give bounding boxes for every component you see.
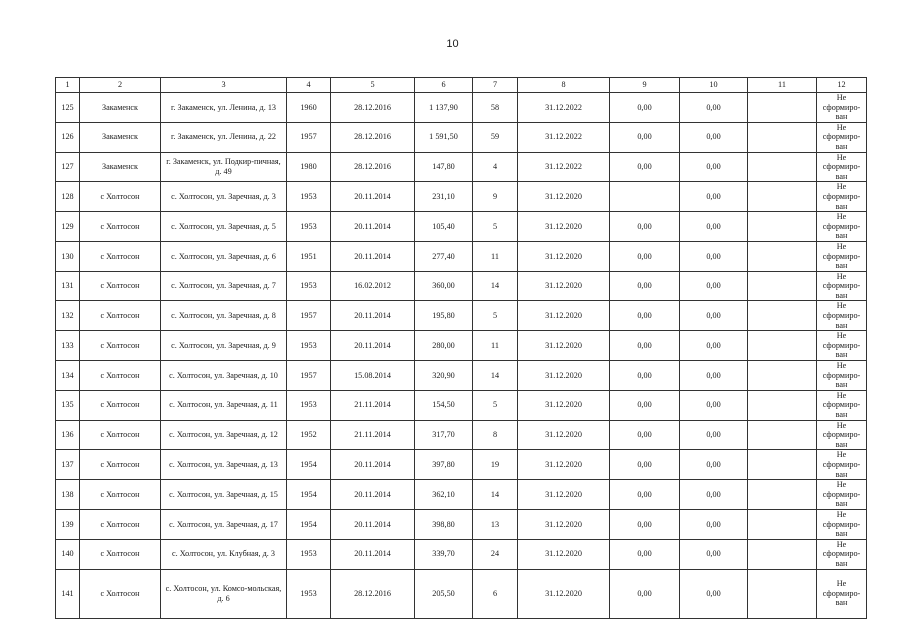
cell-status: Не сформиро-ван <box>817 301 867 331</box>
housing-register-table <box>55 77 867 619</box>
table-row <box>56 93 867 123</box>
header-row <box>56 78 867 93</box>
cell-row-number: 131 <box>56 271 80 301</box>
cell-status: Не сформиро-ван <box>817 569 867 618</box>
cell-row-number: 132 <box>56 301 80 331</box>
cell-value-9: 0,00 <box>610 301 680 331</box>
cell-area: 1 137,90 <box>415 93 473 123</box>
cell-value-11 <box>748 420 817 450</box>
cell-settlement: с Холтосон <box>80 241 161 271</box>
cell-address: г. Закаменск, ул. Ленина, д. 22 <box>161 122 287 152</box>
column-header-12: 12 <box>817 78 867 93</box>
cell-count: 59 <box>473 122 518 152</box>
cell-value-9: 0,00 <box>610 271 680 301</box>
cell-row-number: 130 <box>56 241 80 271</box>
cell-value-9: 0,00 <box>610 539 680 569</box>
cell-count: 14 <box>473 480 518 510</box>
cell-address: г. Закаменск, ул. Подкир-пичная, д. 49 <box>161 152 287 182</box>
table-row <box>56 539 867 569</box>
cell-date: 20.11.2014 <box>331 509 415 539</box>
table-row <box>56 569 867 618</box>
cell-area: 360,00 <box>415 271 473 301</box>
cell-status: Не сформиро-ван <box>817 212 867 242</box>
cell-deadline: 31.12.2020 <box>518 361 610 391</box>
cell-date: 20.11.2014 <box>331 480 415 510</box>
cell-status: Не сформиро-ван <box>817 152 867 182</box>
cell-row-number: 137 <box>56 450 80 480</box>
cell-area: 362,10 <box>415 480 473 510</box>
column-header-9: 9 <box>610 78 680 93</box>
cell-build-year: 1954 <box>287 480 331 510</box>
cell-value-11 <box>748 241 817 271</box>
cell-area: 317,70 <box>415 420 473 450</box>
cell-address: г. Закаменск, ул. Ленина, д. 13 <box>161 93 287 123</box>
cell-status: Не сформиро-ван <box>817 509 867 539</box>
cell-deadline: 31.12.2020 <box>518 539 610 569</box>
cell-address: с. Холтосон, ул. Заречная, д. 5 <box>161 212 287 242</box>
cell-row-number: 125 <box>56 93 80 123</box>
cell-value-9: 0,00 <box>610 361 680 391</box>
cell-value-10: 0,00 <box>680 301 748 331</box>
cell-status: Не сформиро-ван <box>817 450 867 480</box>
cell-area: 277,40 <box>415 241 473 271</box>
cell-value-11 <box>748 152 817 182</box>
cell-address: с. Холтосон, ул. Заречная, д. 7 <box>161 271 287 301</box>
cell-settlement: с Холтосон <box>80 450 161 480</box>
cell-value-9: 0,00 <box>610 569 680 618</box>
cell-build-year: 1953 <box>287 182 331 212</box>
cell-value-11 <box>748 509 817 539</box>
table-row <box>56 271 867 301</box>
cell-deadline: 31.12.2020 <box>518 182 610 212</box>
cell-build-year: 1980 <box>287 152 331 182</box>
cell-count: 11 <box>473 331 518 361</box>
cell-value-10: 0,00 <box>680 450 748 480</box>
cell-value-10: 0,00 <box>680 152 748 182</box>
cell-address: с. Холтосон, ул. Клубная, д. 3 <box>161 539 287 569</box>
cell-value-10: 0,00 <box>680 271 748 301</box>
cell-settlement: с Холтосон <box>80 480 161 510</box>
cell-build-year: 1952 <box>287 420 331 450</box>
table-row <box>56 301 867 331</box>
cell-settlement: с Холтосон <box>80 212 161 242</box>
cell-value-11 <box>748 361 817 391</box>
cell-build-year: 1953 <box>287 569 331 618</box>
cell-value-11 <box>748 539 817 569</box>
cell-area: 231,10 <box>415 182 473 212</box>
cell-settlement: с Холтосон <box>80 569 161 618</box>
cell-deadline: 31.12.2020 <box>518 390 610 420</box>
cell-date: 28.12.2016 <box>331 122 415 152</box>
column-header-10: 10 <box>680 78 748 93</box>
cell-date: 20.11.2014 <box>331 539 415 569</box>
table-row <box>56 122 867 152</box>
cell-deadline: 31.12.2020 <box>518 569 610 618</box>
cell-row-number: 128 <box>56 182 80 212</box>
cell-value-9: 0,00 <box>610 93 680 123</box>
cell-area: 154,50 <box>415 390 473 420</box>
cell-count: 14 <box>473 361 518 391</box>
cell-status: Не сформиро-ван <box>817 241 867 271</box>
cell-build-year: 1954 <box>287 509 331 539</box>
cell-value-11 <box>748 390 817 420</box>
cell-address: с. Холтосон, ул. Заречная, д. 17 <box>161 509 287 539</box>
cell-deadline: 31.12.2020 <box>518 241 610 271</box>
cell-build-year: 1953 <box>287 212 331 242</box>
cell-settlement: Закаменск <box>80 122 161 152</box>
column-header-1: 1 <box>56 78 80 93</box>
cell-date: 28.12.2016 <box>331 152 415 182</box>
table-row <box>56 509 867 539</box>
cell-address: с. Холтосон, ул. Комсо-мольская, д. 6 <box>161 569 287 618</box>
table-row <box>56 450 867 480</box>
table-row <box>56 241 867 271</box>
cell-value-10: 0,00 <box>680 122 748 152</box>
cell-area: 1 591,50 <box>415 122 473 152</box>
cell-date: 20.11.2014 <box>331 182 415 212</box>
table-row <box>56 390 867 420</box>
cell-deadline: 31.12.2020 <box>518 450 610 480</box>
cell-count: 14 <box>473 271 518 301</box>
cell-count: 5 <box>473 301 518 331</box>
column-header-3: 3 <box>161 78 287 93</box>
column-header-4: 4 <box>287 78 331 93</box>
cell-value-10: 0,00 <box>680 212 748 242</box>
cell-value-10: 0,00 <box>680 361 748 391</box>
cell-value-9: 0,00 <box>610 420 680 450</box>
cell-value-11 <box>748 301 817 331</box>
cell-value-10: 0,00 <box>680 420 748 450</box>
cell-status: Не сформиро-ван <box>817 93 867 123</box>
table-header <box>56 78 867 93</box>
cell-area: 205,50 <box>415 569 473 618</box>
cell-row-number: 139 <box>56 509 80 539</box>
cell-row-number: 129 <box>56 212 80 242</box>
cell-count: 11 <box>473 241 518 271</box>
cell-area: 105,40 <box>415 212 473 242</box>
cell-settlement: с Холтосон <box>80 361 161 391</box>
page-number: 10 <box>446 38 459 50</box>
cell-date: 20.11.2014 <box>331 241 415 271</box>
cell-value-10: 0,00 <box>680 93 748 123</box>
cell-status: Не сформиро-ван <box>817 361 867 391</box>
table-body <box>56 93 867 619</box>
cell-deadline: 31.12.2020 <box>518 331 610 361</box>
cell-date: 28.12.2016 <box>331 569 415 618</box>
cell-build-year: 1957 <box>287 301 331 331</box>
cell-build-year: 1954 <box>287 450 331 480</box>
cell-row-number: 133 <box>56 331 80 361</box>
cell-row-number: 127 <box>56 152 80 182</box>
cell-address: с. Холтосон, ул. Заречная, д. 8 <box>161 301 287 331</box>
cell-deadline: 31.12.2020 <box>518 271 610 301</box>
cell-status: Не сформиро-ван <box>817 271 867 301</box>
cell-area: 320,90 <box>415 361 473 391</box>
cell-value-10: 0,00 <box>680 509 748 539</box>
table-row <box>56 212 867 242</box>
cell-address: с. Холтосон, ул. Заречная, д. 6 <box>161 241 287 271</box>
cell-address: с. Холтосон, ул. Заречная, д. 13 <box>161 450 287 480</box>
cell-settlement: с Холтосон <box>80 182 161 212</box>
cell-settlement: Закаменск <box>80 152 161 182</box>
cell-value-11 <box>748 569 817 618</box>
cell-status: Не сформиро-ван <box>817 331 867 361</box>
cell-value-10: 0,00 <box>680 390 748 420</box>
cell-date: 20.11.2014 <box>331 331 415 361</box>
table-row <box>56 152 867 182</box>
cell-value-9: 0,00 <box>610 331 680 361</box>
cell-deadline: 31.12.2022 <box>518 122 610 152</box>
table-row <box>56 420 867 450</box>
cell-count: 24 <box>473 539 518 569</box>
cell-deadline: 31.12.2022 <box>518 93 610 123</box>
cell-deadline: 31.12.2020 <box>518 509 610 539</box>
cell-area: 398,80 <box>415 509 473 539</box>
cell-settlement: с Холтосон <box>80 331 161 361</box>
column-header-7: 7 <box>473 78 518 93</box>
column-header-2: 2 <box>80 78 161 93</box>
cell-value-11 <box>748 212 817 242</box>
cell-build-year: 1957 <box>287 361 331 391</box>
table-row <box>56 361 867 391</box>
cell-address: с. Холтосон, ул. Заречная, д. 15 <box>161 480 287 510</box>
cell-build-year: 1953 <box>287 390 331 420</box>
cell-value-10: 0,00 <box>680 182 748 212</box>
column-header-11: 11 <box>748 78 817 93</box>
cell-area: 147,80 <box>415 152 473 182</box>
cell-value-10: 0,00 <box>680 331 748 361</box>
cell-date: 28.12.2016 <box>331 93 415 123</box>
cell-value-9: 0,00 <box>610 152 680 182</box>
column-header-8: 8 <box>518 78 610 93</box>
cell-row-number: 140 <box>56 539 80 569</box>
cell-row-number: 136 <box>56 420 80 450</box>
cell-value-9 <box>610 182 680 212</box>
cell-value-9: 0,00 <box>610 509 680 539</box>
cell-build-year: 1960 <box>287 93 331 123</box>
cell-deadline: 31.12.2020 <box>518 301 610 331</box>
cell-status: Не сформиро-ван <box>817 182 867 212</box>
cell-value-10: 0,00 <box>680 539 748 569</box>
cell-deadline: 31.12.2020 <box>518 212 610 242</box>
cell-build-year: 1957 <box>287 122 331 152</box>
cell-count: 9 <box>473 182 518 212</box>
cell-area: 339,70 <box>415 539 473 569</box>
table-row <box>56 331 867 361</box>
table-row <box>56 182 867 212</box>
cell-row-number: 141 <box>56 569 80 618</box>
cell-deadline: 31.12.2020 <box>518 420 610 450</box>
cell-value-9: 0,00 <box>610 241 680 271</box>
cell-area: 195,80 <box>415 301 473 331</box>
cell-status: Не сформиро-ван <box>817 480 867 510</box>
cell-status: Не сформиро-ван <box>817 420 867 450</box>
cell-value-11 <box>748 122 817 152</box>
cell-row-number: 135 <box>56 390 80 420</box>
cell-build-year: 1953 <box>287 271 331 301</box>
cell-settlement: с Холтосон <box>80 271 161 301</box>
cell-date: 15.08.2014 <box>331 361 415 391</box>
cell-settlement: с Холтосон <box>80 390 161 420</box>
cell-count: 4 <box>473 152 518 182</box>
column-header-6: 6 <box>415 78 473 93</box>
cell-area: 397,80 <box>415 450 473 480</box>
cell-value-11 <box>748 480 817 510</box>
column-header-5: 5 <box>331 78 415 93</box>
cell-row-number: 126 <box>56 122 80 152</box>
cell-address: с. Холтосон, ул. Заречная, д. 10 <box>161 361 287 391</box>
cell-date: 20.11.2014 <box>331 450 415 480</box>
cell-value-9: 0,00 <box>610 450 680 480</box>
cell-settlement: с Холтосон <box>80 301 161 331</box>
cell-count: 6 <box>473 569 518 618</box>
cell-settlement: с Холтосон <box>80 539 161 569</box>
cell-settlement: Закаменск <box>80 93 161 123</box>
cell-address: с. Холтосон, ул. Заречная, д. 3 <box>161 182 287 212</box>
cell-value-10: 0,00 <box>680 241 748 271</box>
cell-area: 280,00 <box>415 331 473 361</box>
cell-status: Не сформиро-ван <box>817 539 867 569</box>
cell-value-11 <box>748 182 817 212</box>
cell-count: 19 <box>473 450 518 480</box>
cell-value-11 <box>748 93 817 123</box>
cell-date: 20.11.2014 <box>331 301 415 331</box>
cell-build-year: 1951 <box>287 241 331 271</box>
cell-row-number: 134 <box>56 361 80 391</box>
cell-build-year: 1953 <box>287 539 331 569</box>
table-row <box>56 480 867 510</box>
cell-date: 20.11.2014 <box>331 212 415 242</box>
cell-value-9: 0,00 <box>610 390 680 420</box>
cell-date: 21.11.2014 <box>331 390 415 420</box>
cell-build-year: 1953 <box>287 331 331 361</box>
cell-value-9: 0,00 <box>610 212 680 242</box>
cell-deadline: 31.12.2020 <box>518 480 610 510</box>
cell-value-11 <box>748 271 817 301</box>
cell-count: 58 <box>473 93 518 123</box>
cell-value-10: 0,00 <box>680 480 748 510</box>
cell-deadline: 31.12.2022 <box>518 152 610 182</box>
cell-settlement: с Холтосон <box>80 509 161 539</box>
cell-status: Не сформиро-ван <box>817 122 867 152</box>
cell-count: 13 <box>473 509 518 539</box>
cell-row-number: 138 <box>56 480 80 510</box>
cell-value-9: 0,00 <box>610 480 680 510</box>
cell-settlement: с Холтосон <box>80 420 161 450</box>
cell-address: с. Холтосон, ул. Заречная, д. 11 <box>161 390 287 420</box>
cell-value-11 <box>748 331 817 361</box>
cell-value-11 <box>748 450 817 480</box>
cell-address: с. Холтосон, ул. Заречная, д. 9 <box>161 331 287 361</box>
cell-value-9: 0,00 <box>610 122 680 152</box>
cell-status: Не сформиро-ван <box>817 390 867 420</box>
cell-date: 21.11.2014 <box>331 420 415 450</box>
cell-value-10: 0,00 <box>680 569 748 618</box>
cell-date: 16.02.2012 <box>331 271 415 301</box>
cell-address: с. Холтосон, ул. Заречная, д. 12 <box>161 420 287 450</box>
cell-count: 5 <box>473 390 518 420</box>
cell-count: 5 <box>473 212 518 242</box>
cell-count: 8 <box>473 420 518 450</box>
